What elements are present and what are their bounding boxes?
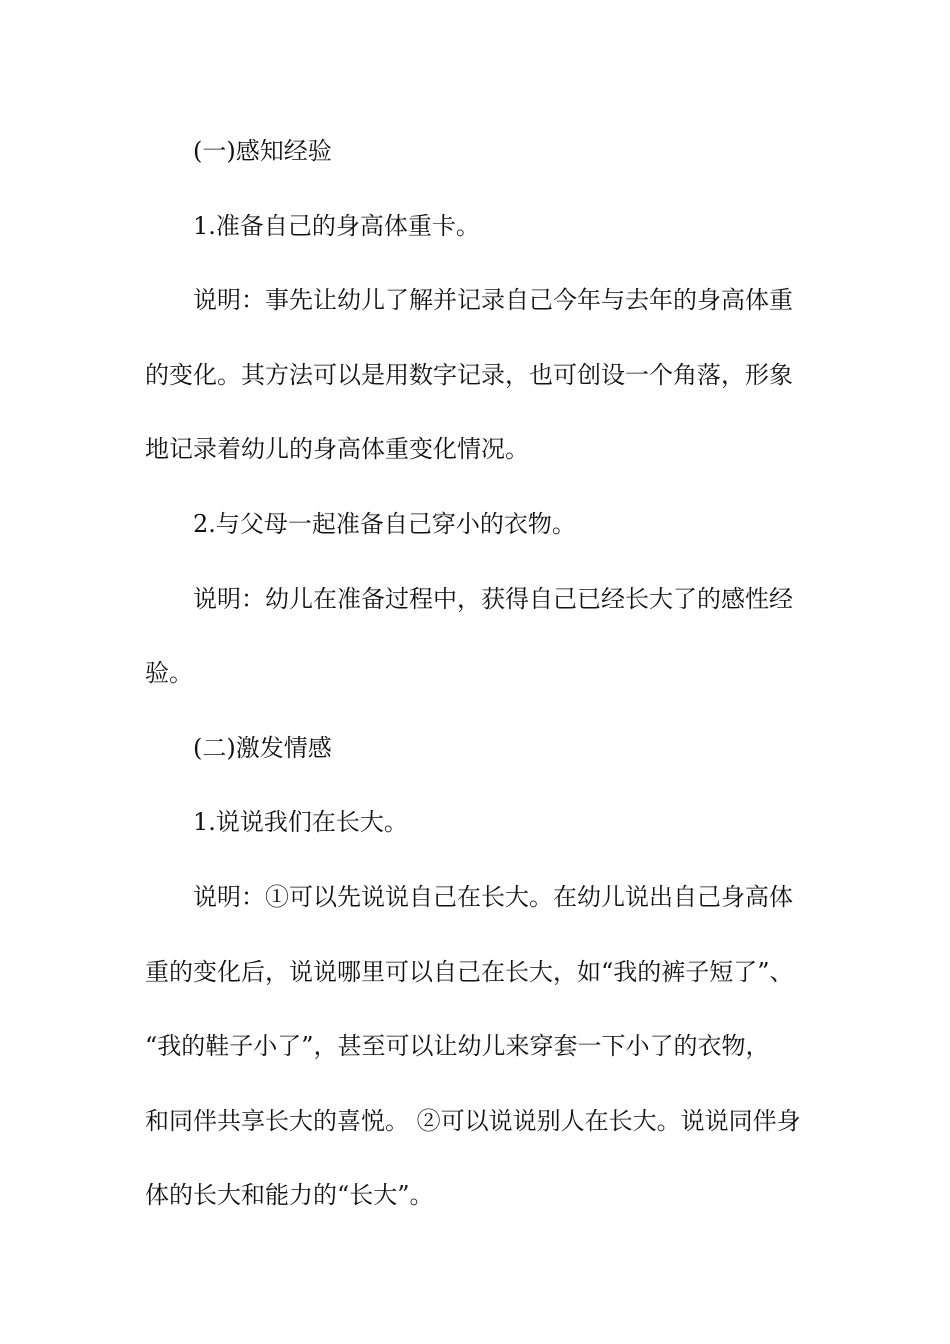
item-1-heading: 1.说说我们在长大。 xyxy=(193,808,408,836)
explanation-paragraph-line: 说明：事先让幼儿了解并记录自己今年与去年的身高体重 xyxy=(193,286,793,314)
section-heading-inspire-emotion: (二)激发情感 xyxy=(193,734,332,762)
explanation-paragraph-line: 验。 xyxy=(145,659,193,687)
section-heading-perceive-experience: (一)感知经验 xyxy=(193,137,332,165)
explanation-paragraph-line: “我的鞋子小了”，甚至可以让幼儿来穿套一下小了的衣物， xyxy=(145,1032,770,1060)
explanation-paragraph-line: 和同伴共享长大的喜悦。 ②可以说说别人在长大。说说同伴身 xyxy=(145,1107,801,1135)
explanation-paragraph-line: 体的长大和能力的“长大”。 xyxy=(145,1181,434,1209)
explanation-paragraph-line: 重的变化后，说说哪里可以自己在长大，如“我的裤子短了”、 xyxy=(145,958,794,986)
explanation-paragraph-line: 说明：①可以先说说自己在长大。在幼儿说出自己身高体 xyxy=(193,883,793,911)
explanation-paragraph-line: 的变化。其方法可以是用数字记录，也可创设一个角落，形象 xyxy=(145,361,793,389)
explanation-paragraph-line: 说明：幼儿在准备过程中，获得自己已经长大了的感性经 xyxy=(193,585,793,613)
item-1-heading: 1.准备自己的身高体重卡。 xyxy=(193,212,480,240)
explanation-paragraph-line: 地记录着幼儿的身高体重变化情况。 xyxy=(145,435,529,463)
item-2-heading: 2.与父母一起准备自己穿小的衣物。 xyxy=(193,510,576,538)
